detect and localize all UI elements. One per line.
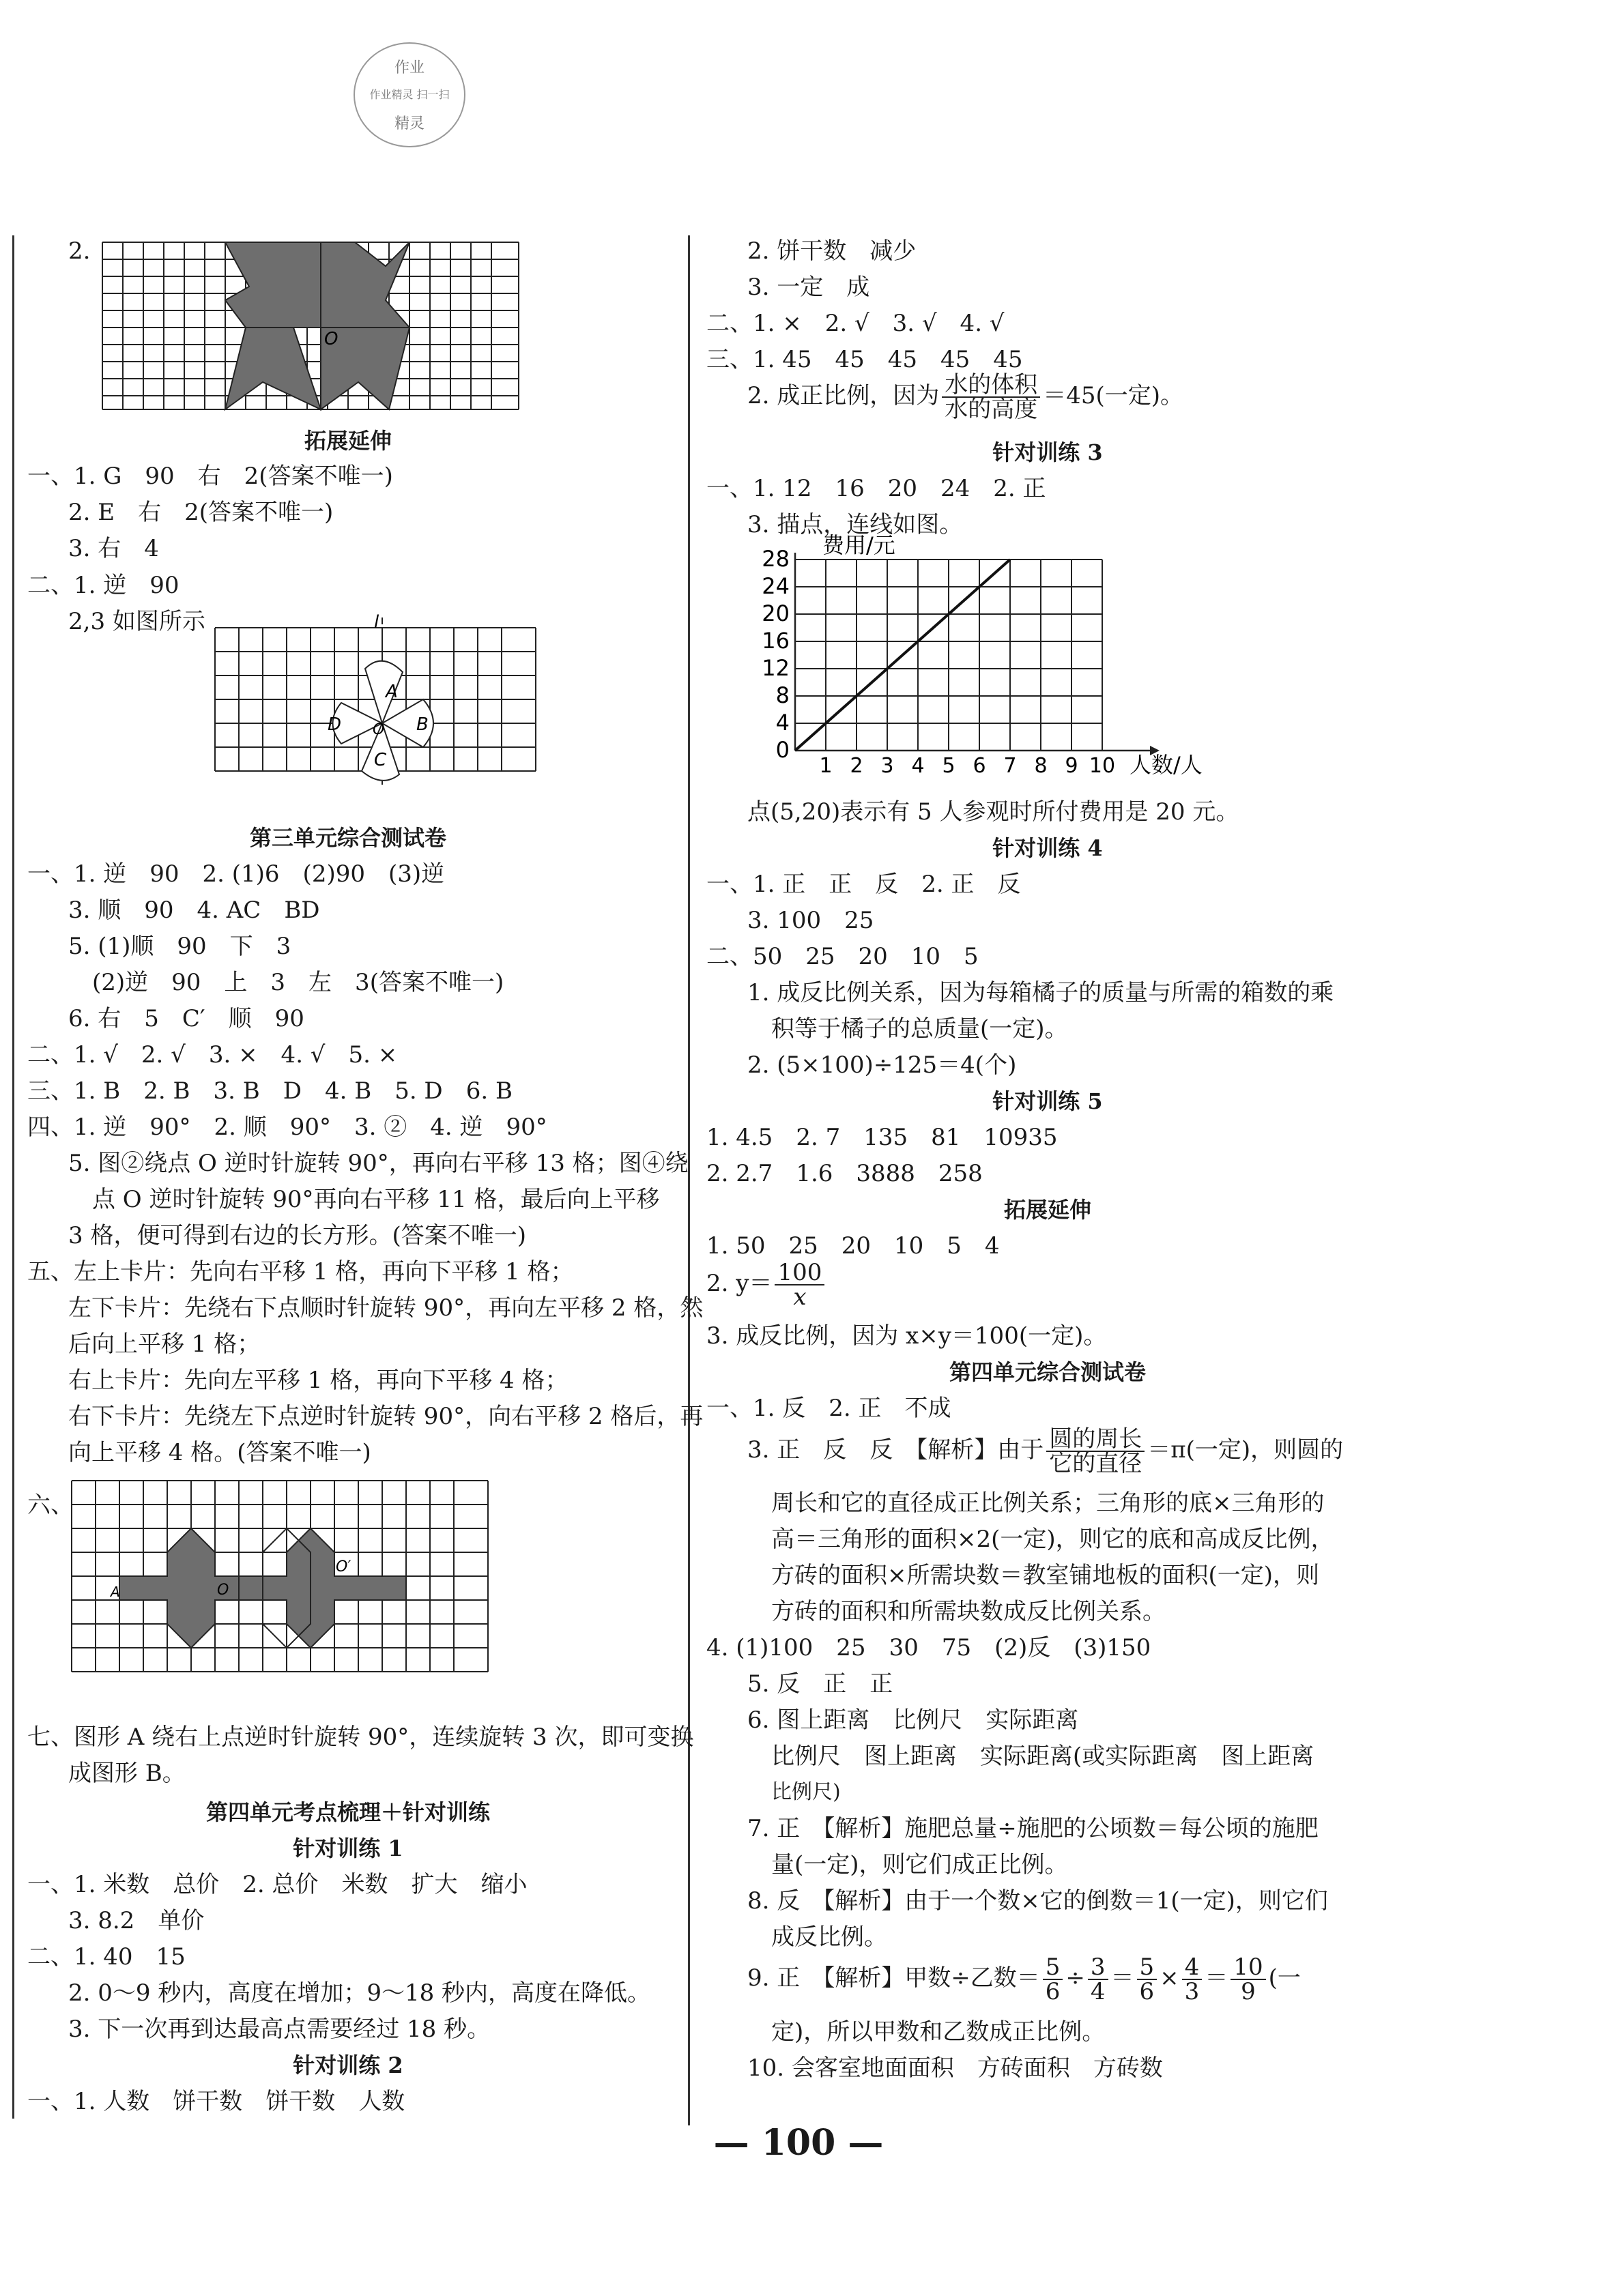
answer-line: (2)逆 90 上 3 左 3(答案不唯一) (92, 969, 504, 996)
answer-line-fraction (747, 1423, 1343, 1477)
answer-line: 二、1. × 2. √ 3. √ 4. √ (706, 310, 1005, 337)
column-divider (688, 235, 690, 2125)
answer-line: 向上平移 4 格。(答案不唯一) (68, 1439, 371, 1466)
answer-line: 定)，所以甲数和乙数成正比例。 (771, 2018, 1106, 2046)
denominator: 6 (1139, 1978, 1155, 2005)
section-heading: 针对训练 3 (992, 439, 1103, 465)
section-heading: 第四单元综合测试卷 (949, 1359, 1146, 1385)
section-heading: 针对训练 2 (293, 2052, 403, 2078)
x-tick-label: 4 (911, 754, 925, 778)
y-tick-label: 8 (775, 682, 790, 708)
answer-line: 3. 一定 成 (747, 274, 870, 301)
x-tick-label: 2 (850, 754, 863, 778)
stamp-text-bottom: 精灵 (394, 115, 425, 132)
answer-line: 周长和它的直径成正比例关系；三角形的底×三角形的 (771, 1490, 1325, 1517)
answer-line: 3. 100 25 (747, 907, 874, 934)
answer-line: 一、1. 人数 饼干数 饼干数 人数 (27, 2088, 405, 2115)
section-heading: 拓展延伸 (1003, 1197, 1091, 1223)
answer-line: 3. 右 4 (68, 535, 159, 562)
answer-line: 一、1. 米数 总价 2. 总价 米数 扩大 缩小 (27, 1871, 528, 1898)
denominator: 6 (1045, 1978, 1061, 2005)
text-segment: ＝π(一定)，则圆的 (1147, 1436, 1344, 1464)
answer-line: 点 O 逆时针旋转 90°再向右平移 11 格，最后向上平移 (92, 1186, 660, 1213)
answer-line: 成图形 B。 (68, 1760, 186, 1787)
cross-shape-b (239, 1528, 406, 1648)
fraction (1182, 1953, 1203, 2005)
point-a-label: A (111, 1584, 120, 1600)
answer-line: 2,3 如图所示 (68, 608, 205, 635)
fraction (1088, 1953, 1108, 2005)
text-segment: ＝45(一定)。 (1043, 382, 1184, 409)
answer-line: 7. 正 【解析】施肥总量÷施肥的公顷数＝每公顷的施肥 (747, 1815, 1319, 1842)
answer-line: 4. (1)100 25 30 75 (2)反 (3)150 (706, 1634, 1151, 1661)
section-heading: 针对训练 5 (992, 1088, 1103, 1114)
numerator: 100 (775, 1261, 824, 1285)
answer-line: 2. (68, 237, 91, 265)
fraction (775, 1261, 824, 1309)
answer-line: 3. 下一次再到达最高点需要经过 18 秒。 (68, 2016, 491, 2043)
numerator: 4 (1182, 1956, 1203, 1980)
answer-line: 一、1. 反 2. 正 不成 (706, 1395, 951, 1422)
fraction (942, 373, 1040, 421)
numerator: 水的体积 (942, 373, 1040, 398)
petal-d-label: D (328, 714, 342, 735)
answer-line-fraction (747, 1951, 1301, 2005)
figure-translation-grid (68, 1477, 491, 1675)
fraction (1231, 1953, 1265, 2005)
shape-pinwheel (225, 242, 321, 409)
figure-rotation-grid-2 (212, 614, 539, 788)
y-tick-label: 28 (762, 546, 790, 572)
text-segment: 2. 成正比例，因为 (747, 382, 940, 409)
numerator: 10 (1231, 1956, 1265, 1980)
answer-line: 三、1. B 2. B 3. B D 4. B 5. D 6. B (27, 1077, 513, 1105)
answer-line: 点(5,20)表示有 5 人参观时所付费用是 20 元。 (747, 798, 1239, 826)
answer-line: 右上卡片：先向左平移 1 格，再向下平移 4 格； (68, 1367, 569, 1394)
answer-line: 一、1. 正 正 反 2. 正 反 (706, 871, 1021, 898)
answer-line: 2. 2.7 1.6 3888 258 (706, 1160, 983, 1187)
answer-line: 一、1. 12 16 20 24 2. 正 (706, 475, 1046, 502)
denominator: 它的直径 (1049, 1450, 1142, 1477)
operator: ÷ (1065, 1964, 1085, 1992)
page-number: — 100 — (713, 2122, 884, 2164)
text-segment: (一 (1268, 1964, 1301, 1992)
point-o-prime-label: O′ (336, 1558, 351, 1575)
answer-line: 6. 右 5 C′ 顺 90 (68, 1005, 304, 1032)
section-heading: 第四单元考点梳理＋针对训练 (205, 1799, 490, 1825)
answer-line: 二、1. √ 2. √ 3. × 4. √ 5. × (27, 1041, 398, 1069)
answer-line: 2. 饼干数 减少 (747, 237, 917, 265)
numerator: 5 (1043, 1956, 1063, 1980)
answer-line: 1. 4.5 2. 7 135 81 10935 (706, 1124, 1058, 1151)
x-tick-label: 7 (1003, 754, 1017, 778)
numerator: 5 (1137, 1956, 1157, 1980)
answer-line: 比例尺 图上距离 实际距离(或实际距离 图上距离 (771, 1743, 1314, 1770)
series-line-cost (795, 560, 1010, 751)
text-segment: 3. 正 反 反 【解析】由于 (747, 1436, 1044, 1464)
y-tick-label: 4 (775, 710, 790, 736)
section-heading: 针对训练 1 (293, 1835, 403, 1861)
answer-line: 3. 8.2 单价 (68, 1907, 205, 1934)
answer-line: 2. E 右 2(答案不唯一) (68, 499, 334, 526)
answer-line: 二、50 25 20 10 5 (706, 943, 979, 970)
numerator: 圆的周长 (1046, 1427, 1145, 1452)
line-l-label: l (374, 612, 379, 633)
answer-line: 左下卡片：先绕右下点顺时针旋转 90°，再向左平移 2 格，然 (68, 1294, 704, 1322)
answer-line: 高＝三角形的面积×2(一定)，则它的底和高成反比例， (771, 1526, 1334, 1553)
answer-line: 5. (1)顺 90 下 3 (68, 933, 291, 960)
section-heading: 针对训练 4 (992, 835, 1103, 861)
fraction (1137, 1953, 1157, 2005)
answer-line: 比例尺) (771, 1780, 841, 1804)
fraction (1046, 1427, 1145, 1475)
answer-line: 七、图形 A 绕右上点逆时针旋转 90°，连续旋转 3 次，即可变换 (27, 1724, 694, 1751)
x-tick-label: 1 (819, 754, 833, 778)
denominator: 9 (1241, 1978, 1256, 2005)
answer-line: 2. 0～9 秒内，高度在增加；9～18 秒内，高度在降低。 (68, 1979, 651, 2007)
answer-line: 2. (5×100)÷125＝4(个) (747, 1051, 1017, 1079)
numerator: 3 (1088, 1956, 1108, 1980)
answer-line: 五、左上卡片：先向右平移 1 格，再向下平移 1 格； (27, 1258, 574, 1285)
left-margin-rule (12, 235, 14, 2119)
y-axis-label: 费用/元 (822, 532, 895, 558)
answer-line: 8. 反 【解析】由于一个数×它的倒数＝1(一定)，则它们 (747, 1887, 1328, 1915)
petal-a-label: A (386, 682, 398, 702)
y-tick-label: 12 (762, 655, 790, 681)
answer-line: 二、1. 逆 90 (27, 572, 179, 599)
x-tick-label: 9 (1065, 754, 1078, 778)
denominator: 4 (1090, 1978, 1106, 2005)
petal-c-label: C (374, 750, 387, 770)
petal-b-label: B (416, 714, 429, 735)
denominator: x (793, 1283, 807, 1311)
answer-line: 5. 图②绕点 O 逆时针旋转 90°，再向右平移 13 格；图④绕 (68, 1150, 689, 1177)
answer-line: 3. 描点，连线如图。 (747, 511, 963, 538)
answer-line: 3 格，便可得到右边的长方形。(答案不唯一) (68, 1222, 526, 1249)
x-axis-label: 人数/人 (1130, 752, 1203, 778)
answer-line: 成反比例。 (771, 1923, 887, 1951)
answer-line: 后向上平移 1 格； (68, 1331, 261, 1358)
y-tick-label: 16 (762, 628, 790, 654)
answer-line: 5. 反 正 正 (747, 1670, 893, 1698)
y-tick-label: 20 (762, 600, 790, 626)
operator: ＝ (1205, 1964, 1228, 1992)
denominator: 3 (1184, 1978, 1200, 2005)
x-tick-label: 8 (1034, 754, 1048, 778)
answer-line: 量(一定)，则它们成正比例。 (771, 1851, 1068, 1878)
answer-line-fraction (747, 368, 1183, 423)
point-o-label: O (217, 1582, 229, 1599)
x-tick-label: 5 (942, 754, 955, 778)
answer-line: 1. 成反比例关系，因为每箱橘子的质量与所需的箱数的乘 (747, 979, 1334, 1006)
x-tick-label: 6 (973, 754, 986, 778)
answer-line: 积等于橘子的总质量(一定)。 (771, 1015, 1068, 1043)
figure-rotation-grid-1 (99, 239, 522, 413)
fraction (1043, 1953, 1063, 2005)
answer-line: 6. 图上距离 比例尺 实际距离 (747, 1706, 1079, 1734)
operator: × (1160, 1964, 1179, 1992)
y-tick-label: 24 (762, 573, 790, 599)
shape-pinwheel-right (321, 242, 409, 328)
section-heading: 第三单元综合测试卷 (249, 825, 446, 851)
answer-line: 方砖的面积和所需块数成反比例关系。 (771, 1598, 1166, 1625)
text-segment: 9. 正 【解析】甲数÷乙数＝ (747, 1964, 1040, 1992)
cost-line-chart (747, 532, 1225, 791)
answer-line: 六、 (27, 1492, 74, 1519)
center-o-label: O (373, 721, 385, 738)
origin-label: 0 (775, 737, 790, 763)
answer-line: 3. 顺 90 4. AC BD (68, 897, 320, 924)
logo-stamp (354, 42, 465, 147)
operator: ＝ (1110, 1964, 1134, 1992)
answer-line: 3. 成反比例，因为 x×y＝100(一定)。 (706, 1322, 1107, 1350)
stamp-text-top: 作业 (394, 59, 425, 76)
answer-line: 一、1. 逆 90 2. (1)6 (2)90 (3)逆 (27, 860, 445, 888)
text-segment: 2. y＝ (706, 1270, 773, 1297)
stamp-text-mid: 作业精灵 扫一扫 (369, 88, 450, 101)
point-o-label: O (324, 329, 339, 349)
answer-line: 方砖的面积×所需块数＝教室铺地板的面积(一定)，则 (771, 1562, 1320, 1589)
answer-line: 二、1. 40 15 (27, 1943, 186, 1971)
x-tick-label: 10 (1089, 754, 1116, 778)
denominator: 水的高度 (945, 396, 1038, 423)
answer-line: 1. 50 25 20 10 5 4 (706, 1232, 1000, 1260)
answer-line: 一、1. G 90 右 2(答案不唯一) (27, 463, 393, 490)
answer-line: 10. 会客室地面面积 方砖面积 方砖数 (747, 2054, 1163, 2082)
answer-line: 右下卡片：先绕左下点逆时针旋转 90°，向右平移 2 格后，再 (68, 1403, 704, 1430)
answer-line-fraction (706, 1256, 827, 1311)
section-heading: 拓展延伸 (304, 428, 392, 454)
x-tick-label: 3 (880, 754, 894, 778)
answer-line: 四、1. 逆 90° 2. 顺 90° 3. ② 4. 逆 90° (27, 1114, 547, 1141)
answer-line: 三、1. 45 45 45 45 45 (706, 346, 1023, 373)
